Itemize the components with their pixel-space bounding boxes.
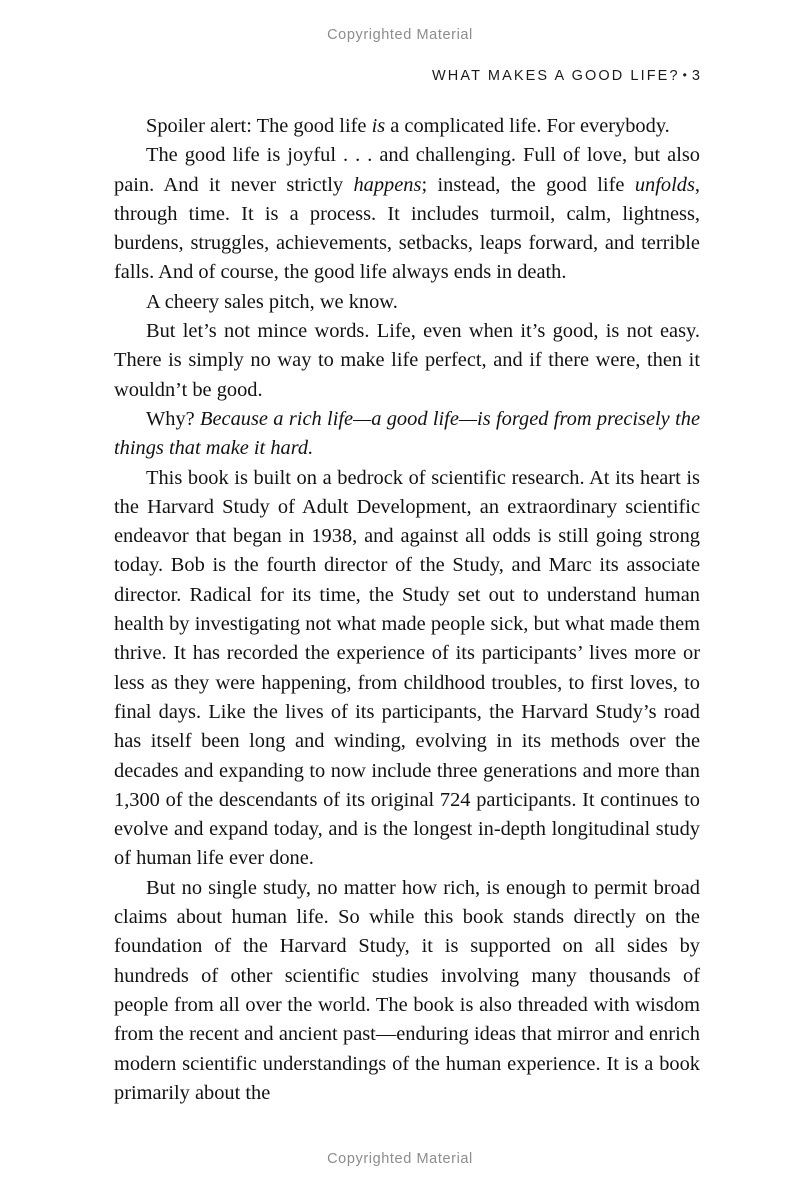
italic-text-run: is [371,115,386,137]
body-paragraph [114,874,700,1108]
text-run: The good life is joyful . . . and challenging. Full of love, but also pain. And it never strictly [114,144,700,196]
body-paragraph [114,464,700,874]
italic-text-run: Because a rich life—a good life—is forged from precisely the things that make it hard. [114,407,700,460]
text-run: , through time. It is a process. It includes turmoil, calm, lightness, burdens, struggles, achievements, setbacks, leaps forward, and terrible falls. And of course, the good life always ends in death. [114,173,700,284]
running-head-title: WHAT MAKES A GOOD LIFE? [432,68,680,84]
text-run: A cheery sales pitch, we know. [146,290,398,313]
copyrighted-material-watermark-bottom: Copyrighted Material [327,1151,473,1167]
body-paragraph [114,112,700,141]
text-run: This book is built on a bedrock of scientific research. At its heart is the Harvard Study of Adult Development, an extraordinary scientific endeavor that began in 1938, and against all odds is still going strong today. Bob is the fourth director of the Study, and Marc its associate director. Radical for its time, the Study set out to understand human health by investigating not what made people sick, but what made them thrive. It has recorded the experience of its participants’ lives more or less as they were happening, from childhood troubles, to first loves, to final days. Like the lives of its participants, the Harvard Study’s road has itself been long and winding, evolving in its methods over the decades and expanding to now include three generations and more than 1,300 of the descendants of its original 724 participants. It continues to evolve and expand today, and is the longest in-depth longitudinal study of human life ever done. [114,466,700,870]
text-run: ; instead, the good life [421,173,635,196]
italic-text-run: happens [353,173,422,196]
text-run: But let’s not mince words. Life, even when it’s good, is not easy. There is simply no way to make life perfect, and if there were, then it wouldn’t be good. [114,320,700,401]
body-paragraph [114,141,700,287]
copyrighted-material-watermark-top: Copyrighted Material [327,27,473,43]
body-paragraph [114,405,700,464]
body-paragraph [114,288,700,317]
running-head [114,68,700,84]
italic-text-run: unfolds [634,173,695,196]
text-run: Spoiler alert: The good life [146,115,372,137]
text-run: Why? [146,407,201,430]
body-text-block [114,112,700,1108]
text-run: a complicated life. For everybody. [385,115,670,137]
bullet-separator-icon: • [682,67,689,82]
body-paragraph [114,317,700,405]
page-number: 3 [691,68,700,84]
text-run: But no single study, no matter how rich, is enough to permit broad claims about human life. So while this book stands directly on the foundation of the Harvard Study, it is supported on all sides by hundreds of other scientific studies involving many thousands of people from all over the world. The book is also threaded with wisdom from the recent and ancient past—enduring ideas that mirror and enrich modern scientific understandings of the human experience. It is a book primarily about the [114,876,700,1104]
